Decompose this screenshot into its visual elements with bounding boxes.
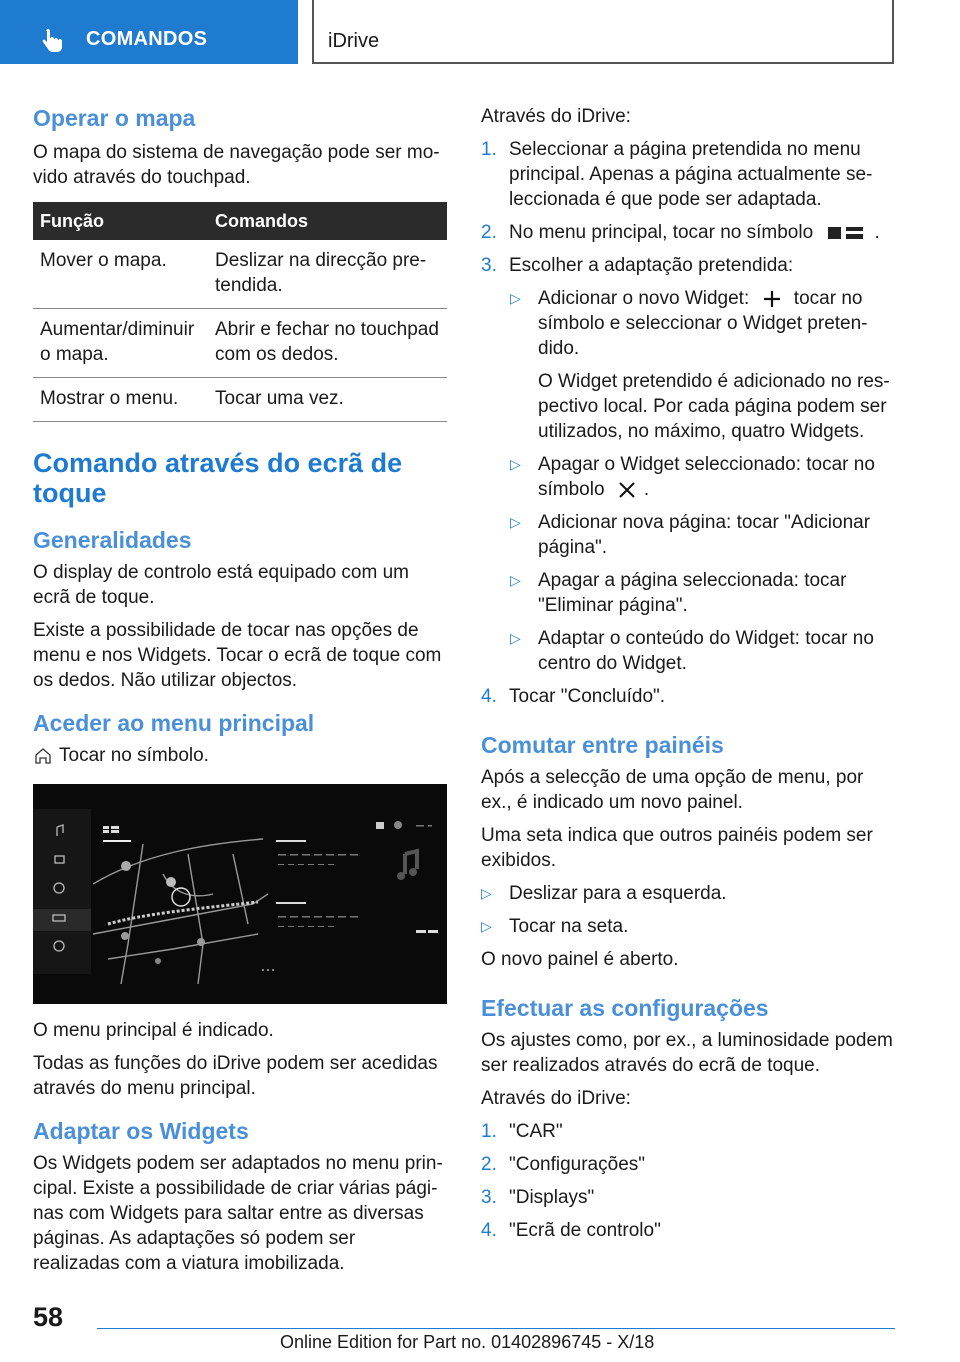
list-number: 2. — [481, 222, 497, 243]
paragraph: Após a selecção de uma opção de menu, por ex., é indicado um novo painel. — [481, 767, 864, 813]
table-row — [33, 378, 447, 422]
list-text: Apagar o Widget seleccionado: tocar no símbolo — [538, 454, 875, 500]
sub-list — [510, 286, 896, 676]
list-number: 2. — [481, 1154, 497, 1175]
list-text: "Displays" — [509, 1187, 595, 1208]
paragraph: Existe a possibilidade de tocar nas opções de menu e nos Widgets. Tocar o ecrã de toque com os dedos. Não utilizar objectos. — [33, 620, 442, 691]
functions-table — [33, 202, 447, 422]
map-screenshot — [33, 784, 447, 1004]
list-item — [481, 1218, 896, 1243]
list-item — [481, 253, 896, 278]
list-text: "Configurações" — [509, 1154, 646, 1175]
list-item — [481, 914, 896, 939]
paragraph: Uma seta indica que outros painéis podem ser exibidos. — [481, 825, 873, 871]
paragraph: Os Widgets podem ser adaptados no menu prin-cipal. Existe a possibilidade de criar várias pági-nas com Widgets para saltar entre as diversas páginas. As adaptações só podem ser realizadas com a viatura imobilizada. — [33, 1153, 443, 1274]
list-text: Tocar "Concluído". — [509, 686, 666, 707]
close-icon — [612, 481, 642, 499]
tab-idrive — [312, 0, 894, 64]
section-title: Comando através do ecrã de toque — [33, 448, 403, 508]
list-text: . — [874, 222, 880, 243]
page-footer — [0, 1300, 960, 1362]
paragraph: Através do iDrive: — [481, 1088, 631, 1109]
paragraph: O mapa do sistema de navegação pode ser mo-vido através do touchpad. — [33, 142, 440, 188]
table-cell: Mostrar o menu. — [33, 378, 208, 422]
plus-icon — [759, 290, 785, 308]
table-header: Função — [33, 202, 208, 240]
hand-pointer-icon — [40, 28, 66, 54]
instruction-text: Tocar no símbolo. — [59, 745, 209, 766]
triangle-bullet-icon: ▷ — [481, 918, 492, 934]
list-item — [481, 137, 896, 212]
list-item — [510, 452, 896, 502]
list-text: "Ecrã de controlo" — [509, 1220, 661, 1241]
list-text: No menu principal, tocar no símbolo — [509, 222, 814, 243]
section-title: Aceder ao menu principal — [33, 710, 315, 736]
list-text: Apagar a página seleccionada: tocar "Eliminar página". — [538, 570, 847, 616]
triangle-bullet-icon: ▷ — [510, 514, 521, 530]
table-header: Comandos — [208, 202, 447, 240]
section-title: Adaptar os Widgets — [33, 1118, 249, 1144]
list-item — [481, 1152, 896, 1177]
table-header-row — [33, 202, 447, 240]
table-row — [33, 309, 447, 378]
list-item — [510, 286, 896, 361]
section-title: Efectuar as configurações — [481, 995, 769, 1021]
list-item — [481, 684, 896, 709]
list-number: 3. — [481, 1187, 497, 1208]
table-cell: Aumentar/diminuir o mapa. — [33, 309, 208, 378]
triangle-bullet-icon: ▷ — [510, 290, 521, 306]
tab-label: iDrive — [328, 30, 380, 52]
list-number: 4. — [481, 686, 497, 707]
list-number: 1. — [481, 139, 497, 160]
paragraph: Os ajustes como, por ex., a luminosidade podem ser realizados através do ecrã de toque. — [481, 1030, 893, 1076]
list-text: Deslizar para a esquerda. — [509, 883, 727, 904]
widget-edit-icon — [824, 224, 868, 242]
triangle-bullet-icon: ▷ — [481, 885, 492, 901]
tab-label: COMANDOS — [86, 28, 208, 50]
list-text: Escolher a adaptação pretendida: — [509, 255, 794, 276]
list-item — [510, 568, 896, 618]
paragraph: O novo painel é aberto. — [481, 949, 679, 970]
list-number: 4. — [481, 1220, 497, 1241]
paragraph: O display de controlo está equipado com um ecrã de toque. — [33, 562, 409, 608]
list-text: Adaptar o conteúdo do Widget: tocar no centro do Widget. — [538, 628, 874, 674]
paragraph: Através do iDrive: — [481, 106, 631, 127]
footer-divider — [97, 1328, 895, 1329]
list-text: . — [643, 479, 650, 500]
list-text: Tocar na seta. — [509, 916, 629, 937]
left-column — [33, 96, 447, 1276]
list-item — [481, 1119, 896, 1144]
list-text: Seleccionar a página pretendida no menu principal. Apenas a página actualmente se-leccionada é que pode ser adaptada. — [509, 139, 873, 210]
table-row — [33, 240, 447, 309]
list-item — [481, 881, 896, 906]
list-detail: O Widget pretendido é adicionado no res-pectivo local. Por cada página podem ser utilizados, no máximo, quatro Widgets. — [538, 371, 890, 442]
page-number: 58 — [33, 1302, 64, 1332]
section-title: Generalidades — [33, 527, 192, 553]
table-cell: Deslizar na direcção pre-tendida. — [208, 240, 447, 309]
list-number: 3. — [481, 255, 497, 276]
right-column — [481, 96, 896, 1243]
triangle-bullet-icon: ▷ — [510, 630, 521, 646]
list-item — [481, 220, 896, 245]
table-cell: Abrir e fechar no touchpad com os dedos. — [208, 309, 447, 378]
home-icon — [33, 746, 53, 766]
paragraph: O menu principal é indicado. — [33, 1020, 274, 1041]
edition-text: Online Edition for Part no. 01402896745 - X/18 — [280, 1332, 655, 1352]
list-item — [510, 626, 896, 676]
list-text: "CAR" — [509, 1121, 563, 1142]
paragraph: Todas as funções do iDrive podem ser acedidas através do menu principal. — [33, 1053, 438, 1099]
list-text: Adicionar o novo Widget: — [538, 288, 750, 309]
paragraph — [33, 743, 447, 768]
list-item — [510, 510, 896, 560]
idrive-screen-image — [33, 784, 447, 1004]
table-cell: Tocar uma vez. — [208, 378, 447, 422]
section-title: Operar o mapa — [33, 105, 196, 131]
section-title: Comutar entre painéis — [481, 732, 724, 758]
triangle-bullet-icon: ▷ — [510, 572, 521, 588]
list-text: tocar no símbolo e seleccionar o Widget preten-dido. — [538, 288, 868, 359]
list-text: Adicionar nova página: tocar "Adicionar página". — [538, 512, 871, 558]
triangle-bullet-icon: ▷ — [510, 456, 521, 472]
list-number: 1. — [481, 1121, 497, 1142]
list-item — [481, 1185, 896, 1210]
tab-comandos — [0, 0, 298, 64]
table-cell: Mover o mapa. — [33, 240, 208, 309]
page-header — [0, 0, 960, 66]
